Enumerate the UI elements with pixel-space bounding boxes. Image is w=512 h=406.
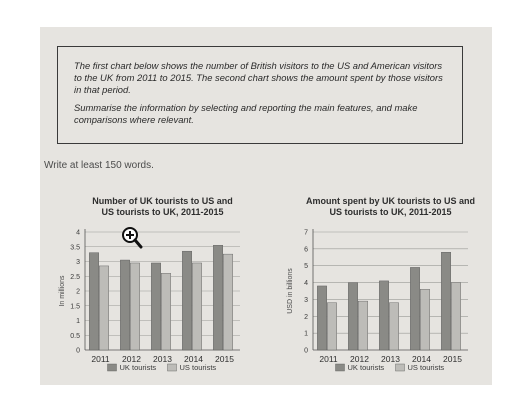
- bar-uk-2014: [182, 251, 191, 350]
- bar-us-2014: [192, 263, 201, 350]
- legend-label: US tourists: [407, 363, 445, 372]
- task-prompt-box: [57, 46, 463, 144]
- bar-uk-2015: [213, 245, 222, 350]
- bar-uk-2013: [379, 281, 388, 350]
- y-tick-label: 1.5: [70, 303, 80, 311]
- prompt-paragraph-1: The first chart below shows the number of British visitors to the US and American visitors to the UK from 2011 to 2015. The second chart shows the amount spent by those visitors in that period.: [74, 60, 443, 95]
- zoom-in-icon[interactable]: [121, 226, 143, 250]
- legend-swatch: [396, 364, 405, 371]
- y-tick-label: 5: [304, 263, 308, 271]
- y-tick-label: 7: [304, 229, 308, 237]
- bar-us-2013: [389, 303, 398, 350]
- bar-us-2015: [451, 283, 460, 350]
- legend-label: UK tourists: [347, 363, 385, 372]
- x-tick-label: 2012: [350, 354, 369, 364]
- y-tick-label: 2: [304, 313, 308, 321]
- y-tick-label: 2.5: [70, 273, 80, 281]
- chart-tourists-svg: [50, 190, 255, 385]
- legend-label: UK tourists: [119, 363, 157, 372]
- bar-uk-2012: [348, 283, 357, 350]
- x-tick-label: 2015: [443, 354, 462, 364]
- chart-spending-svg: [278, 190, 483, 385]
- bar-uk-2011: [89, 253, 98, 350]
- y-tick-label: 0: [76, 347, 80, 355]
- chart-amount-spent: [278, 190, 483, 385]
- y-axis-label: In millions: [59, 275, 66, 307]
- legend-label: US tourists: [179, 363, 217, 372]
- bar-us-2011: [99, 266, 108, 350]
- bar-us-2014: [420, 289, 429, 350]
- x-tick-label: 2011: [319, 354, 338, 364]
- bar-uk-2012: [120, 260, 129, 350]
- y-tick-label: 1: [76, 318, 80, 325]
- x-tick-label: 2012: [122, 354, 141, 364]
- bar-uk-2014: [410, 267, 419, 350]
- y-tick-label: 3: [304, 296, 308, 304]
- y-tick-label: 1: [304, 330, 308, 338]
- y-tick-label: 3.5: [70, 244, 80, 252]
- legend-swatch: [168, 364, 177, 371]
- chart-title-line: Amount spent by UK tourists to US and: [305, 196, 476, 206]
- x-tick-label: 2011: [91, 354, 110, 364]
- chart-title-line: US tourists to UK, 2011-2015: [329, 207, 452, 217]
- y-tick-label: 2: [76, 288, 80, 296]
- y-tick-label: 4: [304, 280, 308, 288]
- bar-us-2012: [130, 263, 139, 350]
- bar-us-2013: [161, 273, 170, 350]
- y-axis-label: USD in billions: [287, 268, 294, 314]
- legend-swatch: [336, 364, 345, 371]
- word-count-instruction: Write at least 150 words.: [44, 160, 154, 171]
- bar-uk-2015: [441, 252, 450, 350]
- bar-uk-2013: [151, 263, 160, 350]
- y-tick-label: 0: [304, 347, 308, 355]
- chart-title-line: US tourists to UK, 2011-2015: [101, 207, 224, 217]
- bar-us-2012: [358, 301, 367, 350]
- x-tick-label: 2013: [381, 354, 400, 364]
- y-tick-label: 4: [76, 229, 80, 237]
- y-tick-label: 3: [76, 259, 80, 266]
- chart-title-line: Number of UK tourists to US and: [92, 196, 233, 206]
- prompt-paragraph-2: Summarise the information by selecting and reporting the main features, and make comparisons where relevant.: [74, 102, 418, 125]
- bar-us-2011: [327, 303, 336, 350]
- y-tick-label: 6: [304, 246, 308, 254]
- legend-swatch: [108, 364, 117, 371]
- x-tick-label: 2014: [412, 354, 431, 364]
- bar-us-2015: [223, 254, 232, 350]
- x-tick-label: 2015: [215, 354, 234, 364]
- x-tick-label: 2014: [184, 354, 203, 364]
- bar-uk-2011: [317, 286, 326, 350]
- y-tick-label: 0.5: [70, 332, 80, 340]
- chart-uk-us-tourists: [50, 190, 255, 385]
- x-tick-label: 2013: [153, 354, 172, 364]
